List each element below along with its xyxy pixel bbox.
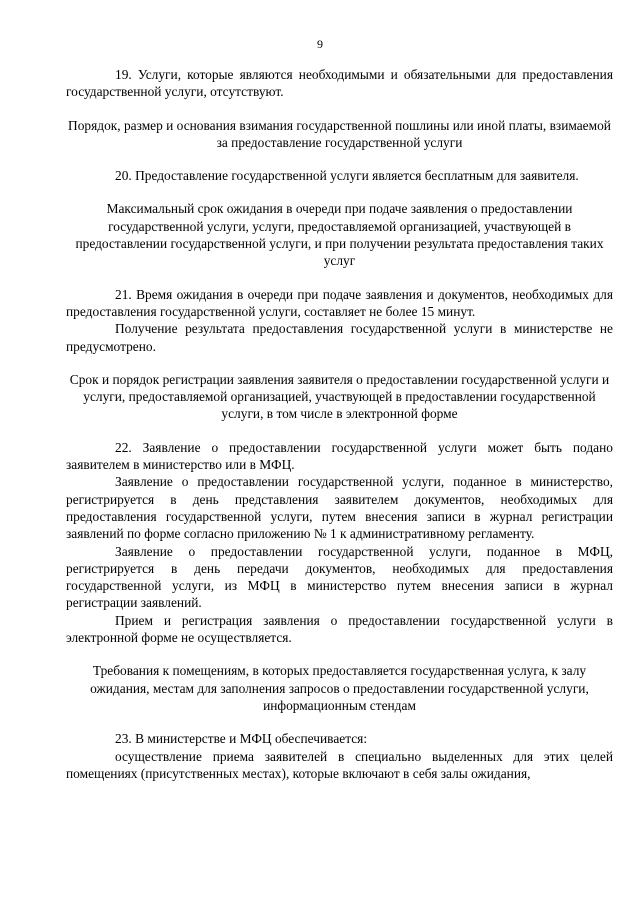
paragraph-22-mfc: Заявление о предоставлении государственной услуги, поданное в МФЦ, регистрируется в день передачи документов, необходимых для предоставления государственной услуги, из МФЦ в министерство путем внесения записи в журнал регистрации заявлений. (66, 543, 613, 611)
section-heading-waiting-time: Максимальный срок ожидания в очереди при подаче заявления о предоставлении государственной услуги, услуги, предоставляемой организацией, участвующей в предоставлении государственной услуги, и при получении результата предоставления таких услуг (75, 201, 604, 269)
paragraph-21: 21. Время ожидания в очереди при подаче заявления и документов, необходимых для предоставления государственной услуги, составляет не более 15 минут. (66, 286, 613, 319)
document-body (66, 66, 613, 782)
paragraph-21-continued: Получение результата предоставления государственной услуги в министерстве не предусмотрено. (66, 321, 613, 354)
paragraph-23: 23. В министерстве и МФЦ обеспечивается: (115, 731, 368, 747)
paragraph-23-reception: осуществление приема заявителей в специально выделенных для этих целей помещениях (присутственных местах), которые включают в себя залы ожидания, (66, 748, 613, 781)
paragraph-20: 20. Предоставление государственной услуги является бесплатным для заявителя. (115, 168, 579, 184)
paragraph-22-ministry: Заявление о предоставлении государственной услуги, поданное в министерство, регистрируется в день представления заявителем документов, необходимых для предоставления государственной услуги, путем внесения записи в журнал регистрации заявлений по форме согласно приложению № 1 к административному регламенту. (66, 474, 613, 542)
page-number: 9 (317, 37, 323, 51)
paragraph-22-electronic: Прием и регистрация заявления о предоставлении государственной услуги в электронной форме не осуществляется. (66, 612, 613, 646)
section-heading-registration: Срок и порядок регистрации заявления заявителя о предоставлении государственной услуги и услуги, предоставляемой организацией, участвующей в предоставлении государственной услуги, в том числе в электронной форме (69, 371, 610, 422)
paragraph-22: 22. Заявление о предоставлении государственной услуги может быть подано заявителем в министерство или в МФЦ. (66, 439, 613, 473)
paragraph-19: 19. Услуги, которые являются необходимыми и обязательными для предоставления государственной услуги, отсутствуют. (66, 67, 613, 100)
section-heading-premises: Требования к помещениям, в которых предоставляется государственная услуга, к залу ожидания, местам для заполнения запросов о предоставлении государственной услуги, информационным стендам (90, 663, 589, 713)
section-heading-fee: Порядок, размер и основания взимания государственной пошлины или иной платы, взимаемой за предоставление государственной услуги (68, 117, 611, 150)
